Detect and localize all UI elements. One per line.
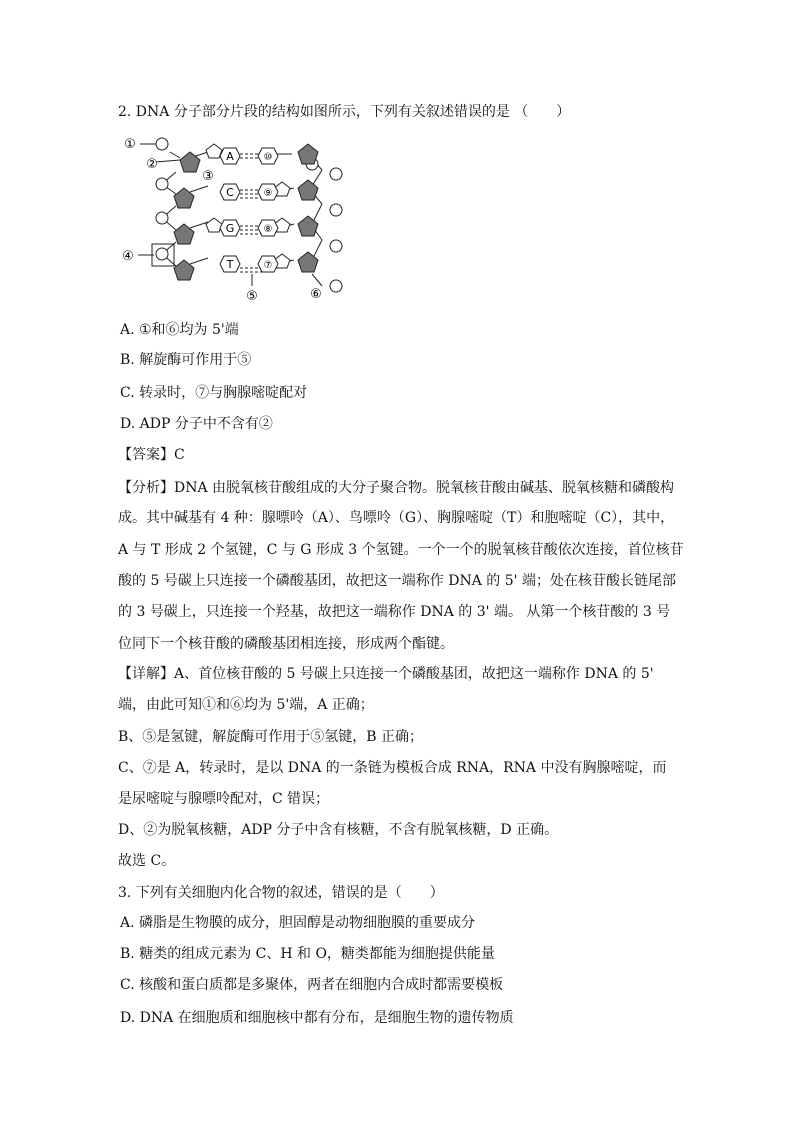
label-3: ③ bbox=[202, 169, 214, 184]
q3-stem: 3. 下列有关细胞内化合物的叙述，错误的是（ ） bbox=[118, 885, 444, 901]
q2-analysis-line: 的 3 号碳上，只连接一个羟基，故把这一端称作 DNA 的 3' 端。 从第一个核苷酸的 3 号 bbox=[118, 604, 671, 620]
q2-analysis-line: 酸的 5 号碳上只连接一个磷酸基团，故把这一端称作 DNA 的 5' 端；处在核苷酸长链尾部 bbox=[118, 573, 676, 589]
q2-option-a: A. ①和⑥均为 5'端 bbox=[120, 322, 239, 338]
label-8: ⑧ bbox=[263, 224, 273, 235]
base-G: G bbox=[225, 222, 235, 235]
q2-option-c: C. 转录时，⑦与胸腺嘧啶配对 bbox=[120, 385, 308, 401]
q2-option-d: D. ADP 分子中不含有② bbox=[120, 416, 273, 432]
label-7: ⑦ bbox=[263, 260, 273, 271]
q3-option-b: B. 糖类的组成元素为 C、H 和 O，糖类都能为细胞提供能量 bbox=[120, 946, 495, 962]
q2-analysis-line: 成。其中碱基有 4 种：腺嘌呤（A）、鸟嘌呤（G）、胸腺嘧啶（T）和胞嘧啶（C），其中， bbox=[118, 510, 675, 526]
label-9: ⑨ bbox=[263, 188, 273, 199]
q3-option-d: D. DNA 在细胞质和细胞核中都有分布，是细胞生物的遗传物质 bbox=[120, 1010, 514, 1026]
q2-analysis-line: 位同下一个核苷酸的磷酸基团相连接，形成两个酯键。 bbox=[118, 636, 454, 652]
q2-detail-line: 是尿嘧啶与腺嘌呤配对，C 错误； bbox=[118, 791, 330, 807]
q3-option-c: C. 核酸和蛋白质都是多聚体，两者在细胞内合成时都需要模板 bbox=[120, 977, 504, 993]
q2-conclusion: 故选 C。 bbox=[118, 853, 176, 869]
base-A: A bbox=[226, 150, 234, 163]
q2-detail-line: B、⑤是氢键，解旋酶可作用于⑤氢键，B 正确； bbox=[118, 729, 424, 745]
q2-detail-line: 【详解】A、首位核苷酸的 5 号碳上只连接一个磷酸基团，故把这一端称作 DNA 的 5' bbox=[118, 666, 654, 682]
q2-answer: 【答案】C bbox=[118, 447, 185, 463]
label-5: ⑤ bbox=[246, 289, 258, 304]
q2-detail-line: C、⑦是 A，转录时，是以 DNA 的一条链为模板合成 RNA，RNA 中没有胸腺嘧啶，而 bbox=[118, 760, 667, 776]
label-2: ② bbox=[146, 157, 158, 172]
label-6: ⑥ bbox=[310, 287, 322, 302]
q2-detail-line: 端，由此可知①和⑥均为 5'端，A 正确； bbox=[118, 697, 374, 713]
q2-stem: 2. DNA 分子部分片段的结构如图所示，下列有关叙述错误的是 （ ） bbox=[118, 104, 571, 120]
base-T: T bbox=[226, 258, 234, 271]
label-10: ⑩ bbox=[263, 152, 273, 163]
q2-analysis-line: A 与 T 形成 2 个氢键，C 与 G 形成 3 个氢键。一个一个的脱氧核苷酸依次连接，首位核苷 bbox=[118, 542, 684, 558]
base-C: C bbox=[226, 186, 234, 199]
q2-analysis-line: 【分析】DNA 由脱氧核苷酸组成的大分子聚合物。脱氧核苷酸由碱基、脱氧核糖和磷酸构 bbox=[118, 480, 675, 496]
dna-structure-diagram bbox=[118, 134, 358, 304]
q2-detail-line: D、②为脱氧核糖，ADP 分子中含有核糖，不含有脱氧核糖，D 正确。 bbox=[118, 822, 559, 838]
label-1: ① bbox=[124, 137, 136, 152]
q3-option-a: A. 磷脂是生物膜的成分，胆固醇是动物细胞膜的重要成分 bbox=[120, 915, 476, 931]
q2-option-b: B. 解旋酶可作用于⑤ bbox=[120, 352, 252, 368]
label-4: ④ bbox=[122, 249, 134, 264]
